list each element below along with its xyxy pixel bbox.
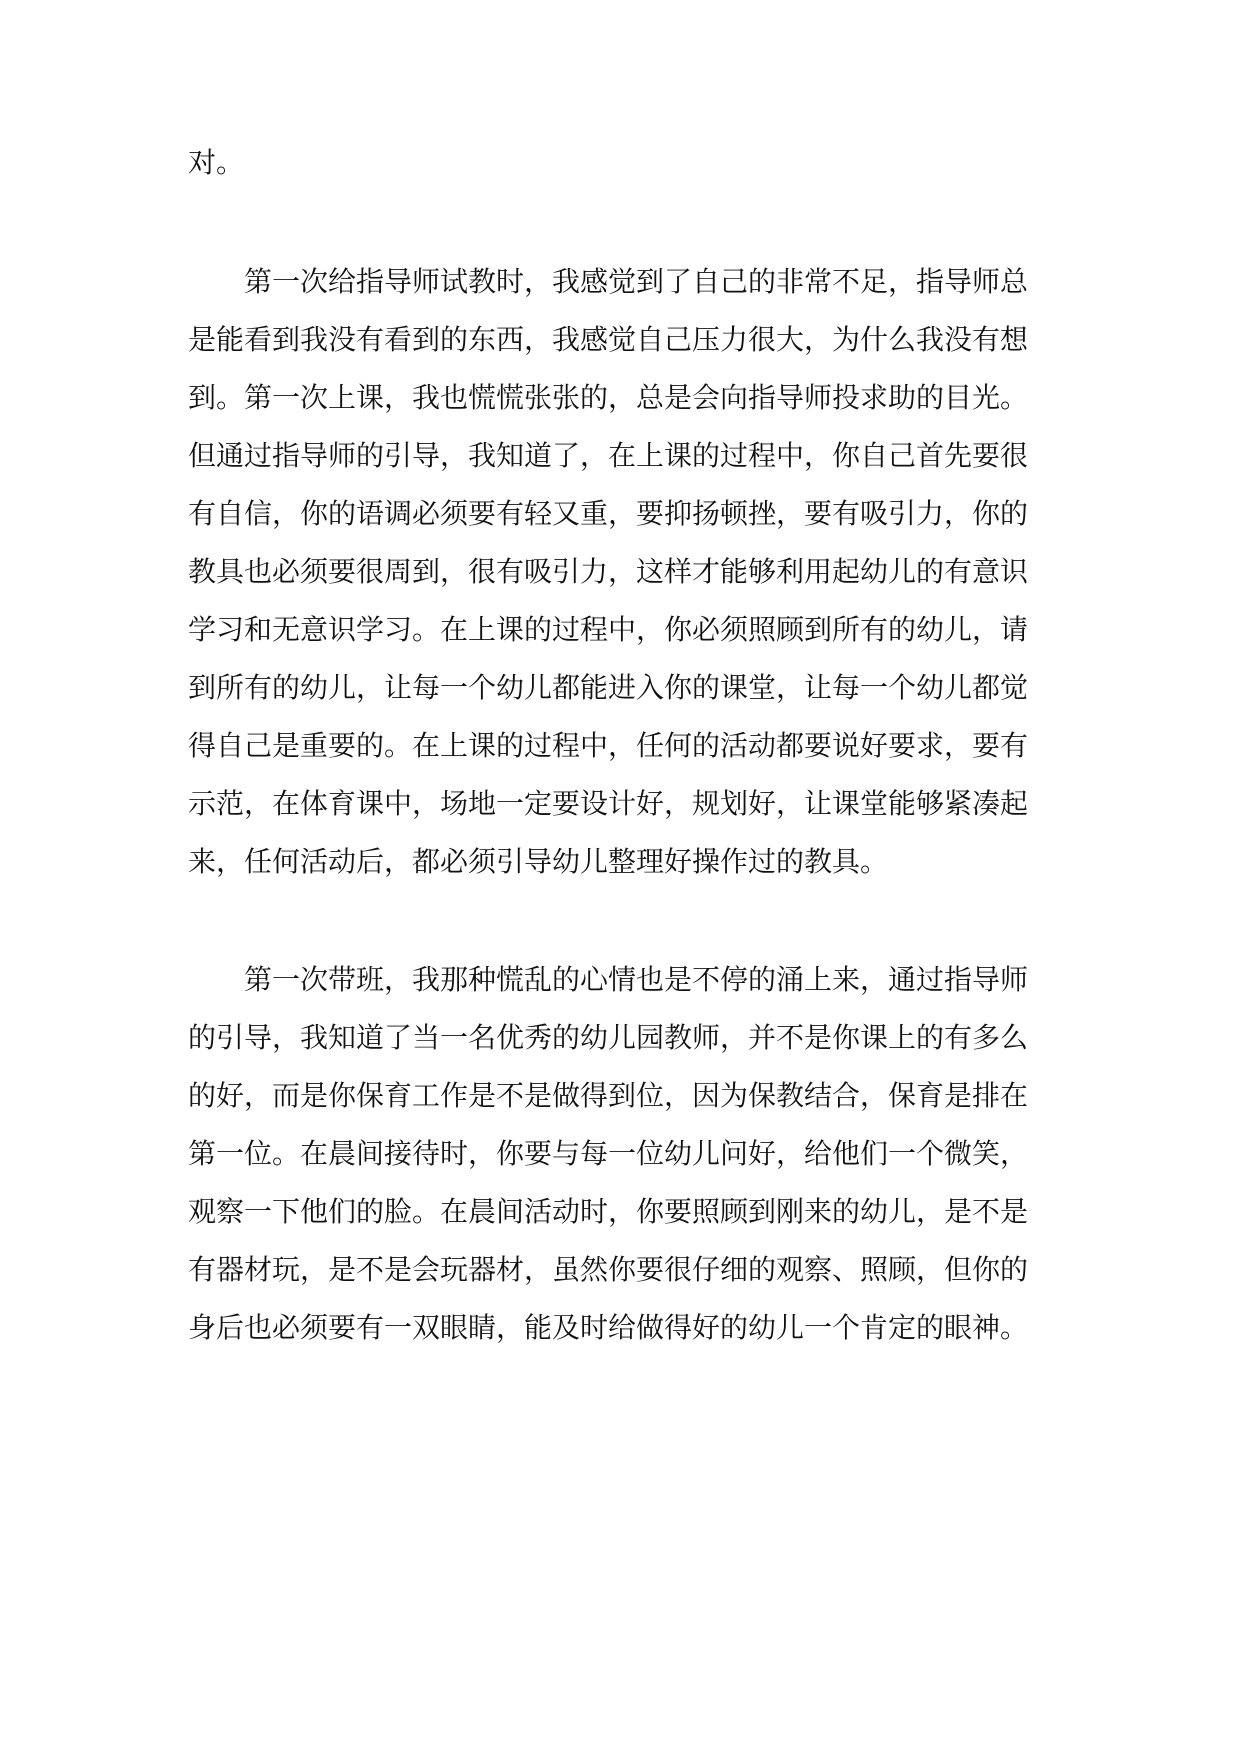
fragment-line: 对。 (188, 146, 245, 179)
paragraph-line: 的引导，我知道了当一名优秀的幼儿园教师，并不是你课上的有多么 (188, 1021, 1029, 1054)
paragraph-line: 是能看到我没有看到的东西，我感觉自己压力很大，为什么我没有想 (188, 323, 1029, 356)
paragraph-line: 有器材玩，是不是会玩器材，虽然你要很仔细的观察、照顾，但你的 (188, 1253, 1029, 1286)
paragraph-line: 观察一下他们的脸。在晨间活动时，你要照顾到刚来的幼儿，是不是 (188, 1195, 1029, 1228)
paragraph-line: 的好，而是你保育工作是不是做得到位，因为保教结合，保育是排在 (188, 1079, 1029, 1112)
paragraph-line: 第一次带班，我那种慌乱的心情也是不停的涌上来，通过指导师 (188, 963, 1029, 996)
paragraph-line: 得自己是重要的。在上课的过程中，任何的活动都要说好要求，要有 (188, 729, 1029, 762)
paragraph-line: 第一次给指导师试教时，我感觉到了自己的非常不足，指导师总 (188, 265, 1029, 298)
paragraph-line: 但通过指导师的引导，我知道了，在上课的过程中，你自己首先要很 (188, 439, 1029, 472)
paragraph-line: 教具也必须要很周到，很有吸引力，这样才能够利用起幼儿的有意识 (188, 555, 1029, 588)
paragraph-line: 到所有的幼儿，让每一个幼儿都能进入你的课堂，让每一个幼儿都觉 (188, 671, 1029, 704)
paragraph-line: 学习和无意识学习。在上课的过程中，你必须照顾到所有的幼儿，请 (188, 613, 1029, 646)
paragraph-line: 示范，在体育课中，场地一定要设计好，规划好，让课堂能够紧凑起 (188, 787, 1029, 820)
paragraph-line: 第一位。在晨间接待时，你要与每一位幼儿问好，给他们一个微笑， (188, 1137, 1029, 1170)
paragraph-line: 有自信，你的语调必须要有轻又重，要抑扬顿挫，要有吸引力，你的 (188, 497, 1029, 530)
paragraph-line: 身后也必须要有一双眼睛，能及时给做得好的幼儿一个肯定的眼神。 (188, 1311, 1029, 1344)
paragraph-line: 来，任何活动后，都必须引导幼儿整理好操作过的教具。 (188, 845, 889, 878)
paragraph-line: 到。第一次上课，我也慌慌张张的，总是会向指导师投求助的目光。 (188, 381, 1029, 414)
